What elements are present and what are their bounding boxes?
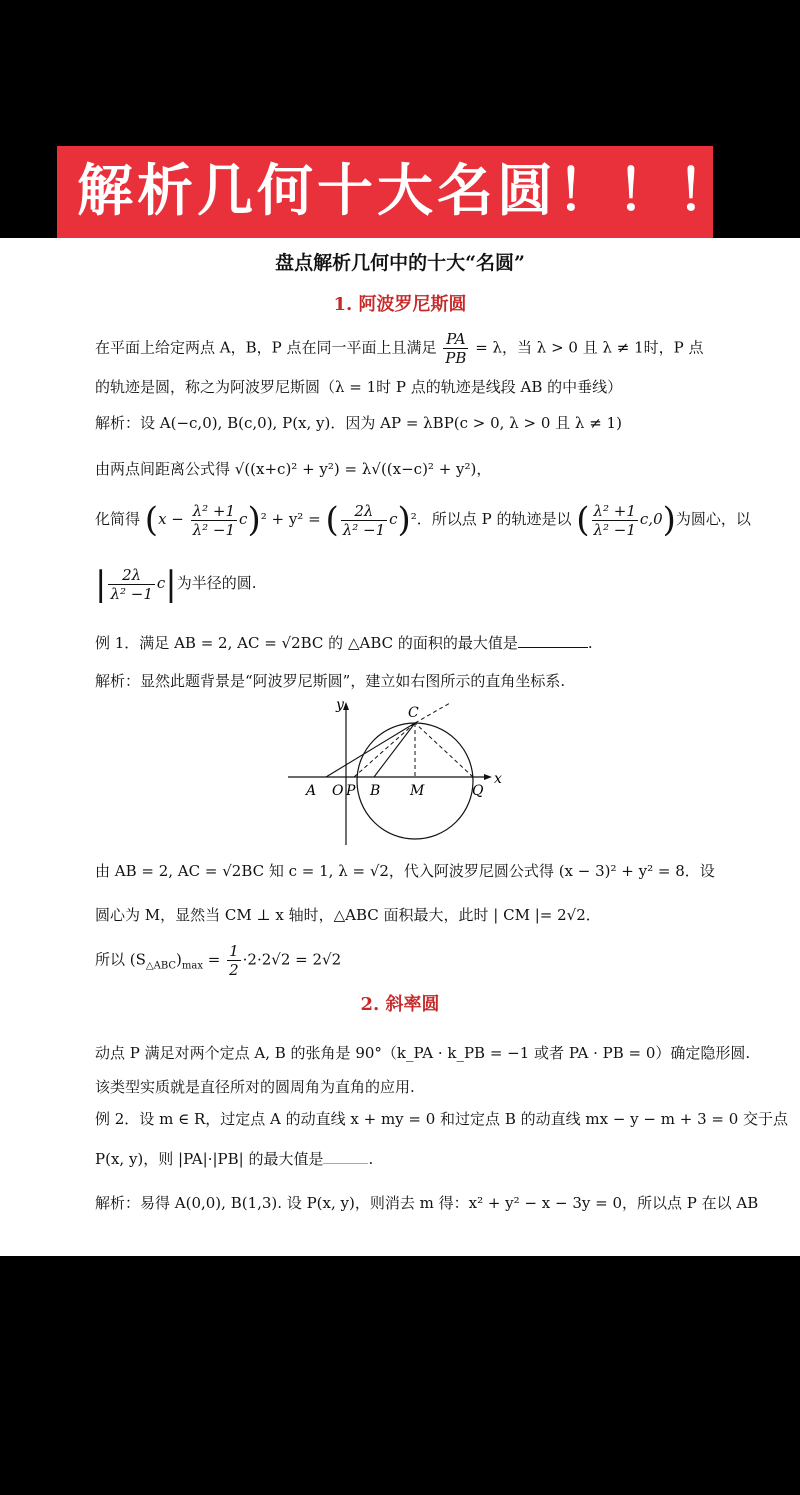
a-label: A	[306, 783, 317, 799]
s1-l5d: ² + y² =	[260, 510, 321, 528]
s2-line-2: 该类型实质就是直径所对的圆周角为直角的应用.	[95, 1078, 415, 1096]
ex1-q-text: 例 1．满足 AB = 2, AC = √2BC 的 △ABC 的面积的最大值是	[95, 634, 518, 652]
frac-den: PB	[445, 349, 467, 367]
s1-l5c: c	[239, 510, 248, 528]
section-2-heading: 2. 斜率圆	[360, 994, 440, 1015]
s2-l4b: .	[368, 1150, 374, 1168]
fraction-2	[341, 502, 387, 539]
s1-line-1	[95, 330, 704, 367]
s1-l5h: 为圆心，以	[675, 510, 751, 528]
document-page	[0, 238, 800, 1256]
s1-line-5	[95, 500, 751, 540]
ex1-l3b: )	[176, 950, 182, 969]
ex1-l3-sub: △ABC	[145, 960, 177, 972]
c-extension	[415, 703, 450, 723]
fraction-1	[191, 502, 237, 539]
paren-close: )	[397, 500, 411, 540]
paren-close: )	[662, 500, 676, 540]
abs-open: |	[95, 564, 107, 604]
frac-num: λ² +1	[192, 501, 236, 520]
s1-l5e: c	[389, 510, 398, 528]
s2-line-1: 动点 P 满足对两个定点 A, B 的张角是 90°（k_PA · k_PB = −1 或者 PA · PB = 0）确定隐形圆.	[95, 1044, 751, 1062]
s2-line-3: 例 2．设 m ∈ R，过定点 A 的动直线 x + my = 0 和过定点 B 的动直线 mx − y − m + 3 = 0 交于点	[95, 1110, 789, 1128]
banner-title: 解析几何十大名圆！！！	[57, 146, 713, 238]
paren-open: (	[144, 500, 159, 540]
ex1-question	[95, 632, 593, 653]
abs-close: |	[165, 564, 177, 604]
s1-l6a: c	[156, 574, 166, 592]
ex1-l3c: =	[207, 950, 221, 969]
ex1-l3d: ·2·2√2 = 2√2	[242, 950, 342, 969]
paren-open: (	[576, 500, 590, 540]
ex1-l3a: 所以 (S	[95, 950, 146, 969]
ex1-line-1: 由 AB = 2, AC = √2BC 知 c = 1, λ = √2，代入阿波罗尼圆公式得 (x − 3)² + y² = 8．设	[95, 862, 715, 880]
frac-den: λ² −1	[593, 520, 636, 539]
ex1-q-end: .	[587, 634, 593, 652]
x-axis-arrow	[484, 774, 492, 780]
frac-num: 2λ	[108, 566, 154, 585]
x-label: x	[494, 771, 502, 787]
answer-blank-2	[323, 1163, 368, 1164]
fraction-3	[592, 502, 638, 539]
fraction-pa-pb	[443, 330, 468, 367]
ex1-l3-sub2: max	[181, 960, 203, 972]
s2-line-5: 解析：易得 A(0,0), B(1,3). 设 P(x, y)，则消去 m 得：x² + y² − x − 3y = 0，所以点 P 在以 AB	[95, 1194, 759, 1212]
s1-line-2: 的轨迹是圆，称之为阿波罗尼斯圆（λ = 1时 P 点的轨迹是线段 AB 的中垂线）	[95, 378, 623, 396]
paren-close: )	[247, 500, 261, 540]
apollonius-figure	[280, 693, 520, 853]
ac-line	[326, 723, 415, 777]
s1-line-4: 由两点间距离公式得 √((x+c)² + y²) = λ√((x−c)² + y²)，	[95, 460, 492, 478]
m-label: M	[410, 783, 425, 799]
answer-blank	[518, 647, 588, 648]
y-label: y	[336, 697, 344, 713]
s1-l5f: ²．所以点 P 的轨迹是以	[410, 510, 572, 528]
s1-l6b: 为半径的圆.	[176, 574, 257, 592]
frac-den: λ² −1	[110, 584, 153, 603]
bc-line	[374, 723, 415, 777]
b-label: B	[370, 783, 381, 799]
p-label: P	[346, 783, 356, 799]
o-label: O	[332, 783, 344, 799]
frac-den: λ² −1	[192, 520, 236, 539]
frac-num: 1	[229, 942, 239, 960]
fraction-radius	[108, 566, 154, 603]
ex1-solution-intro: 解析：显然此题背景是“阿波罗尼斯圆”，建立如右图所示的直角坐标系.	[95, 672, 566, 690]
s2-l4a: P(x, y)，则 |PA|·|PB| 的最大值是	[95, 1150, 324, 1168]
page-title: 盘点解析几何中的十大“名圆”	[275, 252, 525, 274]
s1-line-1b: = λ，当 λ > 0 且 λ ≠ 1时，P 点	[475, 338, 704, 357]
frac-num: PA	[443, 330, 468, 349]
section-1-heading: 1. 阿波罗尼斯圆	[333, 294, 467, 315]
s1-line-1a: 在平面上给定两点 A，B，P 点在同一平面上且满足	[95, 338, 437, 357]
ex1-line-2: 圆心为 M，显然当 CM ⊥ x 轴时，△ABC 面积最大，此时 | CM |= 2√2．	[95, 906, 601, 924]
c-label: C	[408, 705, 419, 721]
s1-l5a: 化简得	[95, 510, 141, 528]
frac-den: λ² −1	[342, 520, 386, 539]
frac-num: 2λ	[341, 502, 387, 521]
fraction-half	[227, 942, 241, 979]
s1-line-3: 解析：设 A(−c,0), B(c,0), P(x, y)．因为 AP = λBP(c > 0, λ > 0 且 λ ≠ 1)	[95, 414, 622, 432]
q-label: Q	[472, 783, 484, 799]
ex1-line-3	[95, 942, 341, 979]
paren-open: (	[325, 500, 339, 540]
s2-line-4	[95, 1148, 373, 1169]
frac-den: 2	[229, 961, 239, 979]
s1-l5b: x −	[158, 510, 184, 528]
s1-line-6	[95, 564, 257, 604]
frac-num: λ² +1	[593, 501, 636, 520]
s1-l5g: c,0	[639, 510, 663, 528]
